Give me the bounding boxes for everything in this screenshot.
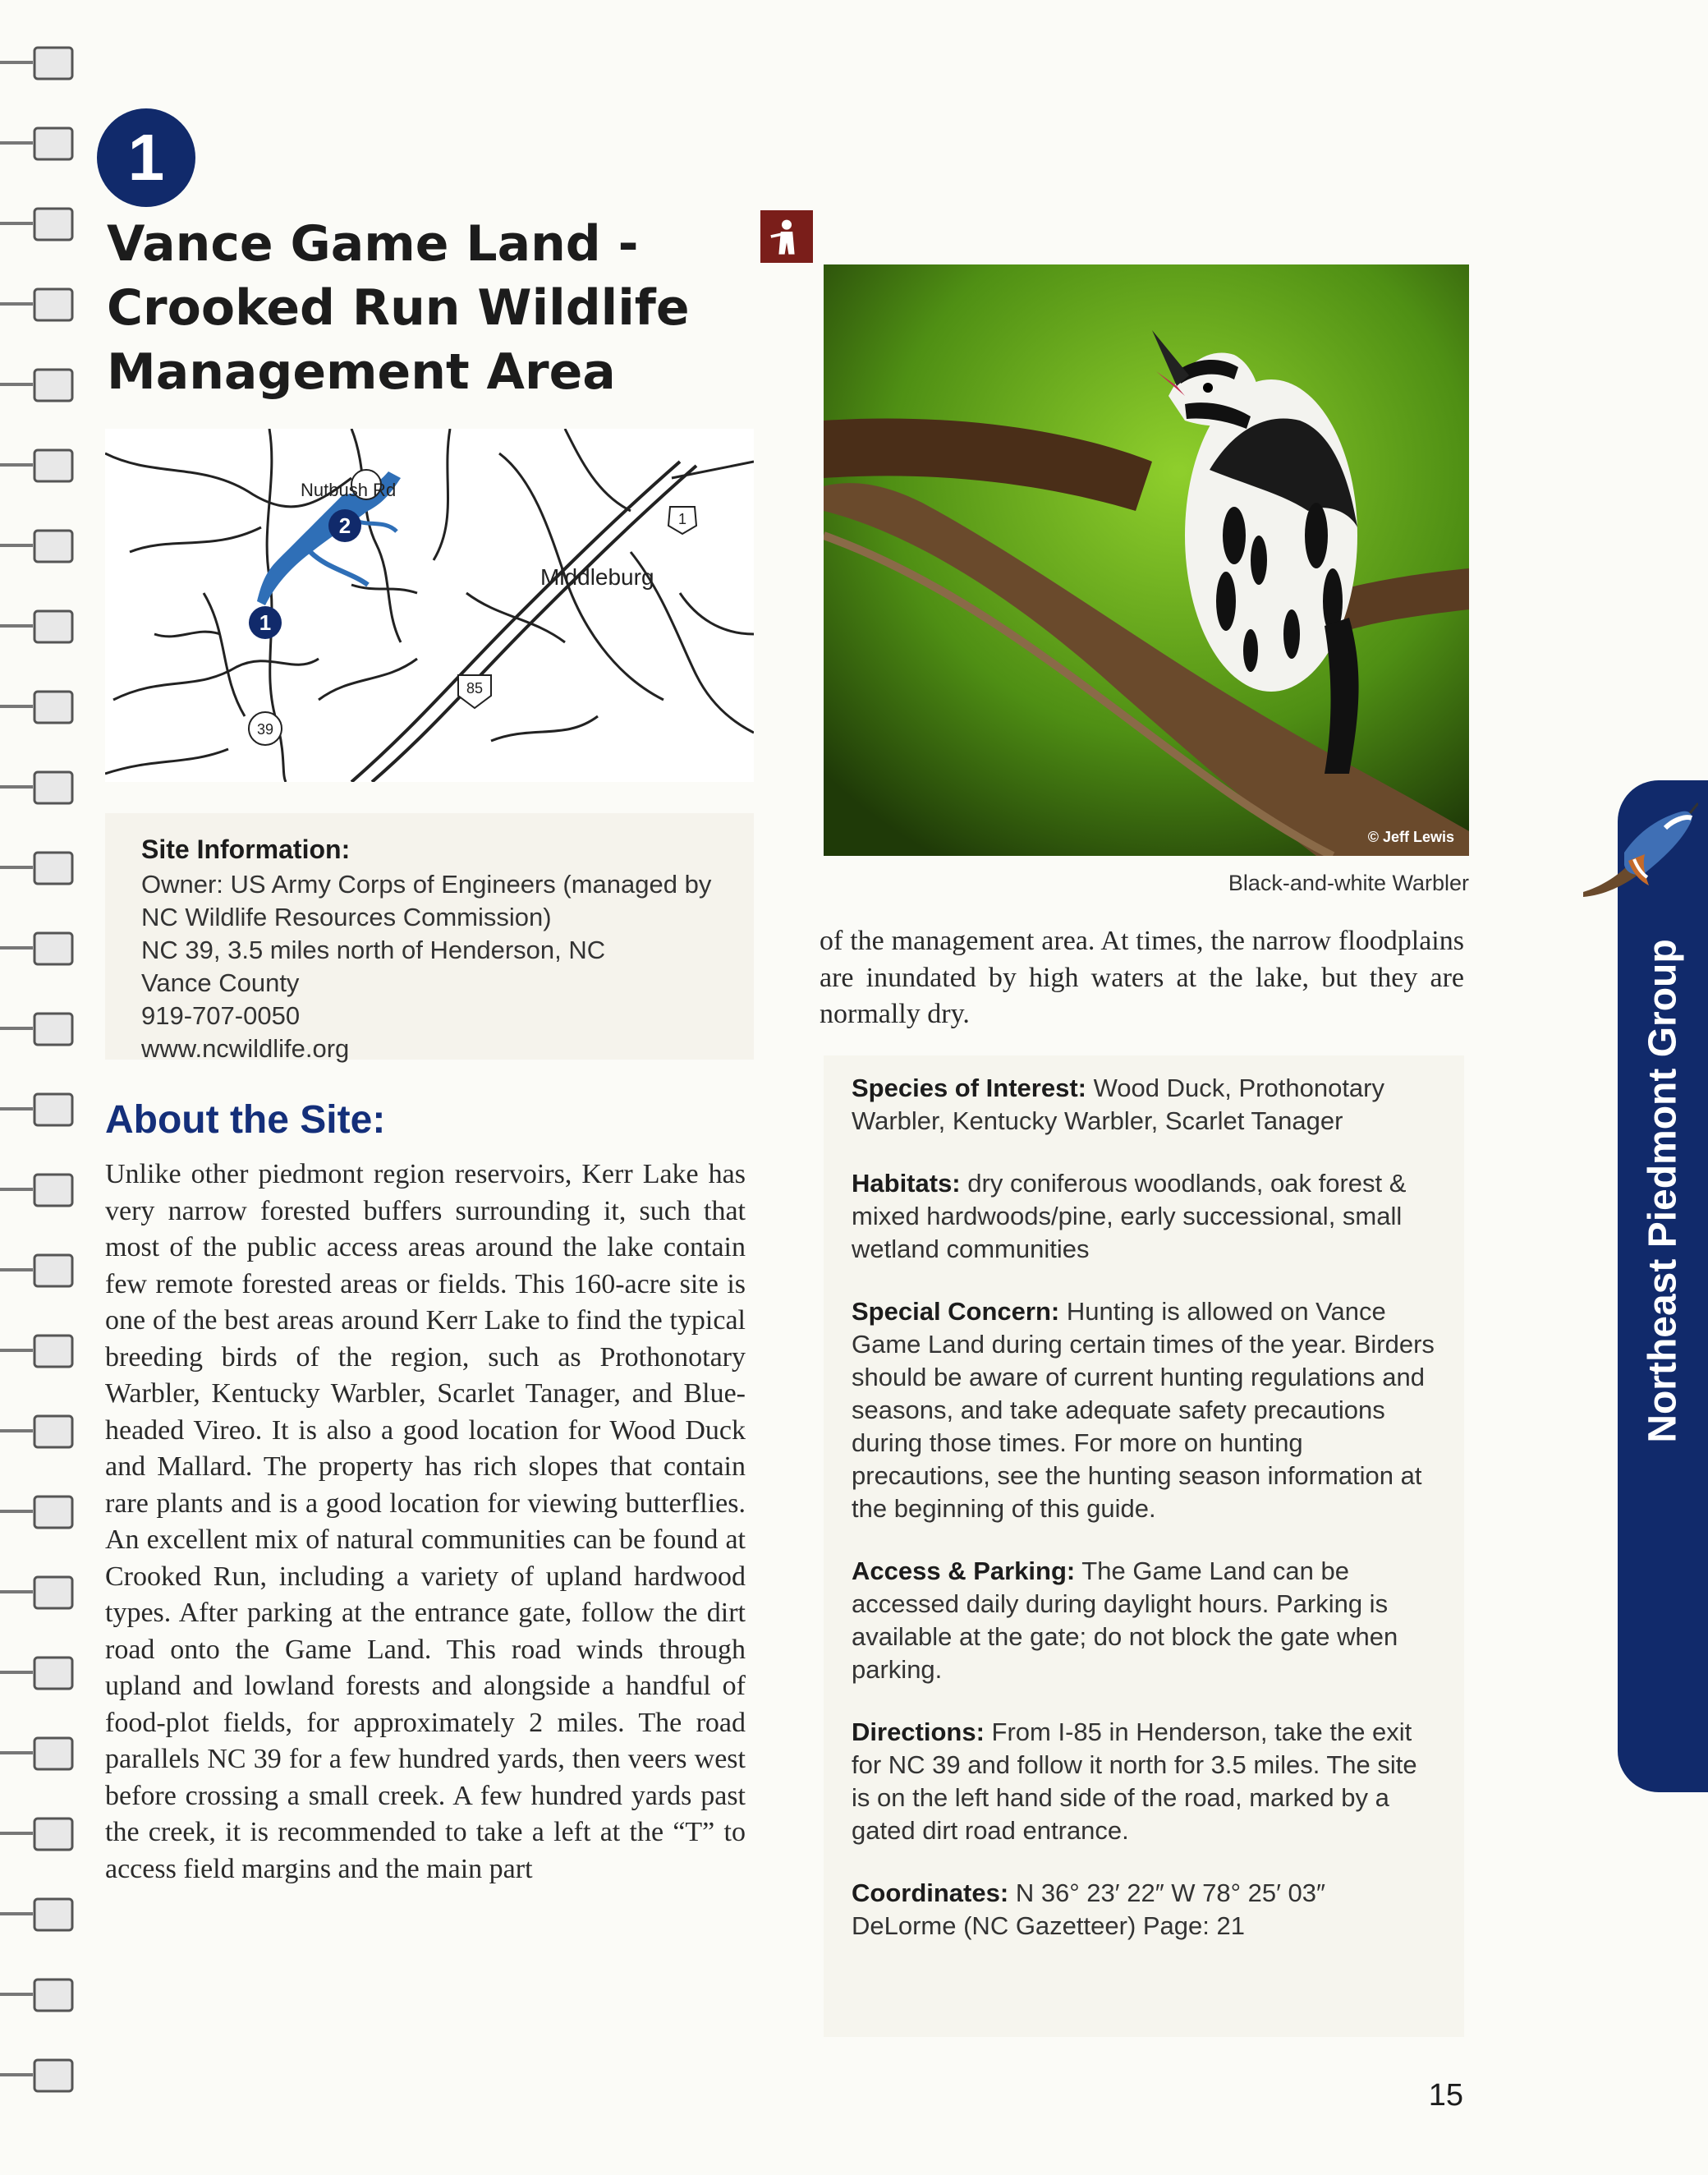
spiral-binding xyxy=(0,41,90,2144)
concern-label: Special Concern: xyxy=(852,1297,1060,1326)
coordinates-label: Coordinates: xyxy=(852,1878,1009,1907)
habitats-text: dry coniferous woodlands, oak forest & mixed hardwoods/pine, early successional, small wetland communities xyxy=(852,1169,1407,1263)
directions xyxy=(852,1716,1436,1847)
page-number: 15 xyxy=(1428,2078,1463,2113)
species-label: Species of Interest: xyxy=(852,1074,1086,1102)
access-label: Access & Parking: xyxy=(852,1557,1076,1585)
site-number-badge: 1 xyxy=(97,108,195,207)
about-text: Unlike other piedmont region reservoirs, Kerr Lake has very narrow forested buffers surrounding it, such that most of the public access areas around the lake contain few remote forested areas or fields. This 160-acre site is one of the best areas around Kerr Lake to find the typical breeding birds of the region, such as Prothonotary Warbler, Kentucky Warbler, Scarlet Tanager, and Blue-headed Vireo. It is also a good location for Wood Duck and Mallard. The property has rich slopes that contain rare plants and is a good location for viewing butterflies. An excellent mix of natural communities can be found at Crooked Run, including a variety of upland hardwood types. After parking at the entrance gate, follow the dirt road onto the Game Land. This road winds through upland and lowland forests and alongside a handful of food-plot fields, for approximately 2 miles. The road parallels NC 39 for a few hundred yards, then veers west before crossing a small creek. A few hundred yards past the creek, it is recommended to take a left at the “T” to access field margins and the main part xyxy=(105,1159,746,1884)
site-map xyxy=(105,429,754,782)
coordinates xyxy=(852,1877,1436,1943)
map-marker-1-label: 1 xyxy=(259,610,272,635)
coordinates-text: N 36° 23′ 22″ W 78° 25′ 03″ xyxy=(1015,1878,1326,1907)
access-parking xyxy=(852,1555,1436,1686)
habitats xyxy=(852,1167,1436,1266)
special-concern xyxy=(852,1295,1436,1525)
site-information-box xyxy=(105,813,754,1063)
directions-text: From I-85 in Henderson, take the exit for NC 39 and follow it north for 3.5 miles. The site is on the left hand side of the road, marked by a gated dirt road entrance. xyxy=(852,1717,1417,1845)
site-info-heading: Site Information: xyxy=(141,835,351,864)
species-of-interest xyxy=(852,1072,1436,1138)
access-text: The Game Land can be accessed daily during daylight hours. Parking is available at the gate; do not block the gate when parking. xyxy=(852,1557,1398,1684)
delorme-page: DeLorme (NC Gazetteer) Page: 21 xyxy=(852,1911,1245,1940)
region-tab-label: Northeast Piedmont Group xyxy=(1641,939,1685,1443)
site-owner: Owner: US Army Corps of Engineers (managed by NC Wildlife Resources Commission) xyxy=(141,870,712,931)
map-marker-2-label: 2 xyxy=(338,513,351,538)
warbler-photo xyxy=(824,264,1469,856)
map-label-us1: 1 xyxy=(677,511,687,527)
map-label-nc39: 39 xyxy=(256,721,274,738)
photo-credit: © Jeff Lewis xyxy=(1367,829,1454,845)
map-label-nutbush: Nutbush Rd xyxy=(301,480,397,500)
site-details-box xyxy=(824,1055,1464,2037)
hunting-icon xyxy=(760,210,813,263)
site-county: Vance County xyxy=(141,968,300,997)
about-text-continued: of the management area. At times, the narrow floodplains are inundated by high waters at the lake, but they are normally dry. xyxy=(820,926,1464,1029)
site-website: www.ncwildlife.org xyxy=(141,1034,350,1063)
nuthatch-icon xyxy=(1567,795,1698,910)
species-text: Wood Duck, Prothonotary Warbler, Kentucky Warbler, Scarlet Tanager xyxy=(852,1074,1384,1135)
map-label-middleburg: Middleburg xyxy=(540,564,654,590)
site-location: NC 39, 3.5 miles north of Henderson, NC xyxy=(141,936,606,964)
concern-text: Hunting is allowed on Vance Game Land during certain times of the year. Birders should be aware of current hunting regulations and seasons, and take adequate safety precautions during those times. For more on hunting precautions, see the hunting season information at the beginning of this guide. xyxy=(852,1297,1435,1523)
page-title: Vance Game Land - Crooked Run Wildlife Management Area xyxy=(107,215,690,401)
photo-caption: Black-and-white Warbler xyxy=(1228,871,1469,895)
about-heading: About the Site: xyxy=(105,1098,386,1142)
site-phone: 919-707-0050 xyxy=(141,1001,301,1030)
habitats-label: Habitats: xyxy=(852,1169,961,1198)
map-label-i85: 85 xyxy=(466,680,484,697)
directions-label: Directions: xyxy=(852,1717,985,1746)
